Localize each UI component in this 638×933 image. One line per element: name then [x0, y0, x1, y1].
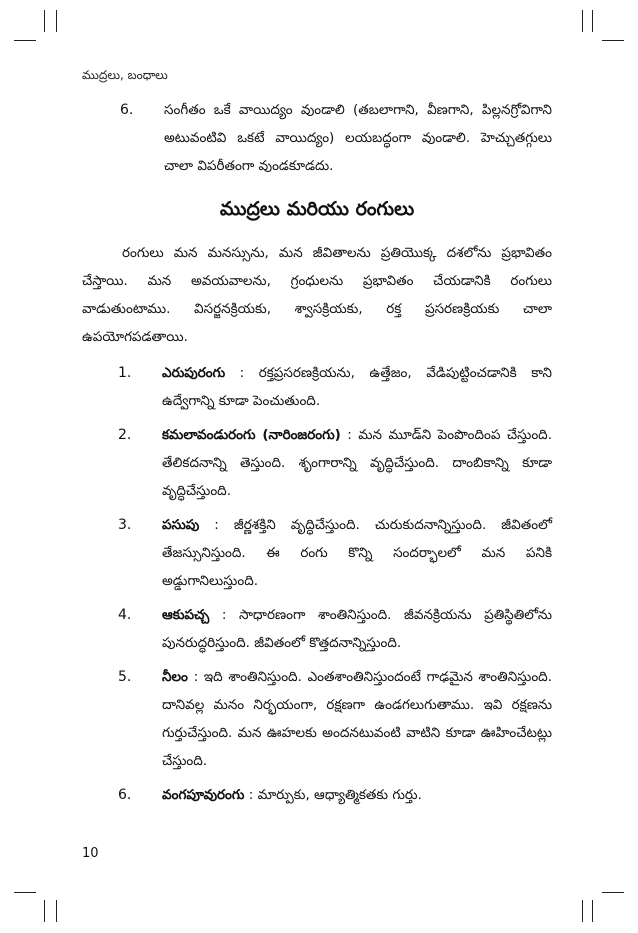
- item-description: : ఇది శాంతినిస్తుంది. ఎంతశాంతినిస్తుందంటే గాఢమైన శాంతినిస్తుంది. దానివల్ల మనం నిర్భయంగా, రక్షణగా ఉండగలుగుతాము. ఇవి రక్షణను గుర్తుచేస్తుంది. మన ఊహలకు అందనటువంటి వాటిని కూడా ఊహించేటట్లు చేస్తుంది.: [162, 669, 552, 769]
- list-item: [82, 511, 552, 595]
- crop-mark: [56, 10, 57, 32]
- list-item: [82, 781, 552, 809]
- section-title: ముద్రలు మరియు రంగులు: [219, 198, 415, 220]
- running-head: ముద్రలు, బంధాలు: [82, 68, 168, 82]
- item-text: సంగీతం ఒకే వాయిద్యం వుండాలి (తబలాగాని, వీణగాని, పిల్లన‌గ్రోవిగాని అటువంటివి ఒకటే వాయిద్యం) లయబద్ధంగా వుండాలి. హెచ్చుతగ్గులు చాలా విపరీతంగా వుండకూడదు.: [164, 102, 552, 174]
- item-description: : జీర్ణశక్తిని వృద్ధిచేస్తుంది. చురుకుదనాన్నిస్తుంది. జీవితంలో తేజస్సునిస్తుంది. ఈ రంగు కొన్ని సందర్భాలలో మన పనికి అడ్డుగానిలుస్తుంది.: [162, 517, 552, 589]
- crop-mark: [602, 40, 624, 41]
- item-number: 4.: [118, 607, 132, 623]
- crop-mark: [14, 892, 36, 893]
- item-number: 6.: [120, 102, 134, 118]
- body-paragraph: రంగులు మన మనస్సును, మన జీవితాలను ప్రతియొక్క దశలోను ప్రభావితం చేస్తాయి. మన అవయవాలను, గ్రంధులను ప్రభావితం చేయడానికి రంగులు వాడుతుంటాము. విసర్జనక్రియకు, శ్వాసక్రియకు, రక్త ప్రసరణక్రియకు చాలా ఉపయోగపడతాయి.: [82, 245, 552, 345]
- list-item: [82, 601, 552, 657]
- crop-mark: [44, 10, 45, 32]
- crop-mark: [44, 900, 45, 922]
- item-term: కమలావండురంగు (నారింజరంగు): [162, 427, 341, 443]
- item-text: [162, 421, 552, 505]
- page-number: 10: [82, 846, 99, 861]
- item-term: నీలం: [162, 669, 188, 685]
- item-description: : మార్పుకు, ఆధ్యాత్మికతకు గుర్తు.: [244, 787, 422, 803]
- item-description: : మన మూడ్‌ని పెంపొందింప చేస్తుంది. తేలికదనాన్ని తెస్తుంది. శృంగారాన్ని వృద్ధిచేస్తుంది. దాంబికాన్ని కూడా వృద్ధిచేస్తుంది.: [162, 427, 552, 499]
- item-number: 1.: [118, 365, 132, 381]
- item-text: [162, 359, 552, 415]
- crop-mark: [56, 900, 57, 922]
- crop-mark: [602, 892, 624, 893]
- item-text: [162, 663, 552, 775]
- item-number: 5.: [118, 669, 132, 685]
- crop-mark: [592, 900, 593, 922]
- item-term: ఎరుపురంగు: [162, 365, 226, 381]
- crop-mark: [14, 40, 36, 41]
- item-text: [162, 511, 552, 595]
- list-item: [82, 663, 552, 775]
- crop-mark: [582, 10, 583, 32]
- item-term: వంగపూవురంగు: [162, 787, 245, 803]
- crop-mark: [592, 10, 593, 32]
- item-text: [162, 601, 552, 657]
- color-list: [82, 359, 552, 809]
- list-item: [82, 421, 552, 505]
- item-description: : రక్తప్రసరణక్రియను, ఉత్తేజం, వేడిపుట్టించడానికి కాని ఉద్వేగాన్ని కూడా పెంచుతుంది.: [162, 365, 552, 409]
- list-item: [82, 96, 552, 180]
- item-number: 3.: [118, 517, 132, 533]
- item-number: 2.: [118, 427, 132, 443]
- item-number: 6.: [118, 787, 132, 803]
- item-text: [162, 781, 552, 809]
- item-term: పసుపు: [162, 517, 200, 533]
- crop-mark: [582, 900, 583, 922]
- item-term: ఆకుపచ్చ: [162, 607, 210, 623]
- item-description: : సాధారణంగా శాంతినిస్తుంది. జీవనక్రియను ప్రతిస్థితిలోను పునరుద్ధరిస్తుంది. జీవితంలో కొత్తదనాన్నిస్తుంది.: [162, 607, 552, 651]
- page-content: [82, 96, 552, 815]
- list-item: [82, 359, 552, 415]
